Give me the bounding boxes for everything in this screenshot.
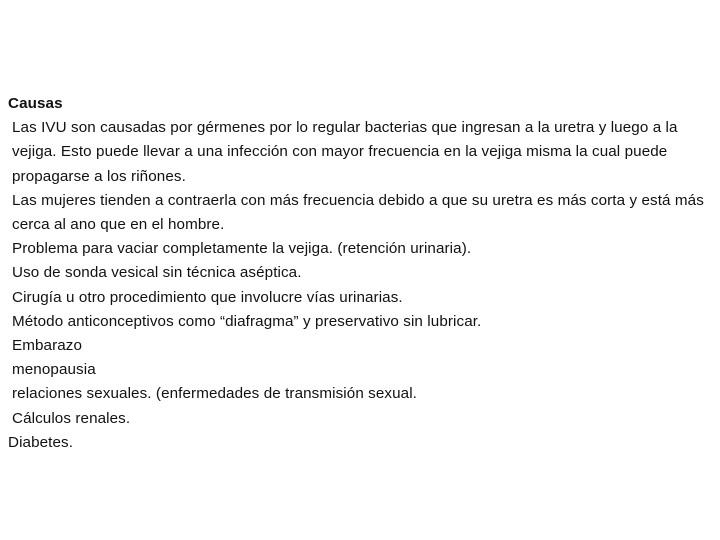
list-item-diabetes: Diabetes. (8, 433, 74, 451)
list-item-kidney-stones: Cálculos renales. (12, 409, 131, 427)
list-item-pregnancy: Embarazo (12, 337, 83, 355)
list-item-surgery: Cirugía u otro procedimiento que involucre vías urinarias. (12, 288, 403, 306)
text-block (8, 92, 716, 455)
list-item-catheter: Uso de sonda vesical sin técnica aséptica. (12, 264, 302, 282)
list-item-contraceptives: Método anticonceptivos como “diafragma” y preservativo sin lubricar. (12, 312, 482, 330)
paragraph-women: Las mujeres tienden a contraerla con más frecuencia debido a que su uretra es más corta y está más cerca al ano que en el hombre. (12, 191, 704, 234)
list-item-menopause: menopausia (12, 361, 96, 379)
list-item-retention: Problema para vaciar completamente la vejiga. (retención urinaria). (12, 240, 472, 258)
heading-causas: Causas (8, 95, 63, 112)
paragraph-ivu-causes: Las IVU son causadas por gérmenes por lo regular bacterias que ingresan a la uretra y luego a la vejiga. Esto puede llevar a una infección con mayor frecuencia en la vejiga misma la cual puede propagarse a los riñones. (12, 119, 678, 185)
list-item-sexual-relations: relaciones sexuales. (enfermedades de transmisión sexual. (12, 385, 418, 403)
